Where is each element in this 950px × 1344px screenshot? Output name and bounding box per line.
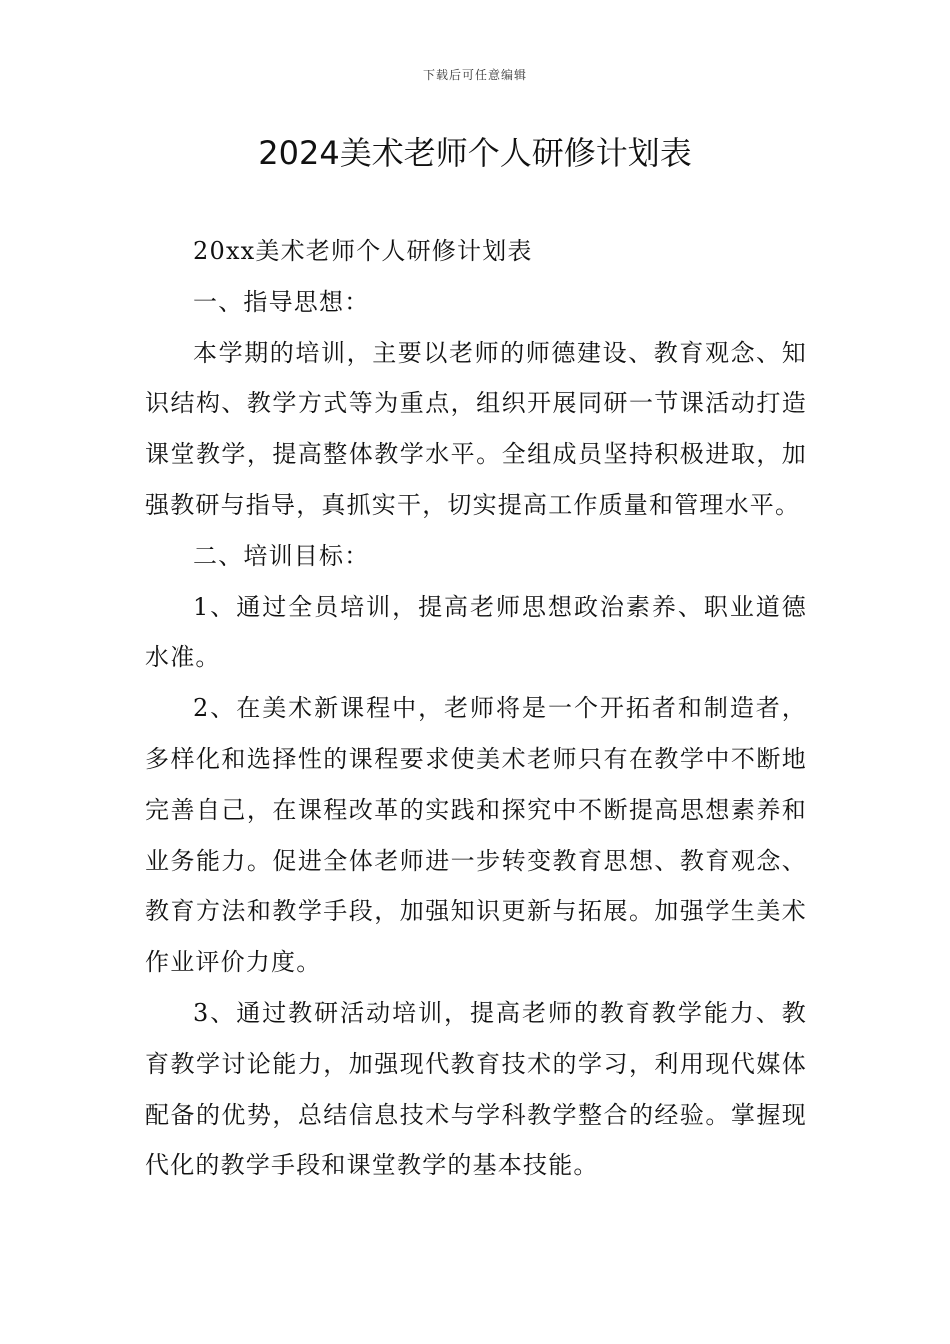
header-note: 下载后可任意编辑 [422, 68, 527, 82]
paragraph-goal-2: 2、在美术新课程中，老师将是一个开拓者和制造者，多样化和选择性的课程要求使美术老师只有在教学中不断地完善自己，在课程改革的实践和探究中不断提高思想素养和业务能力。促进全体老师进一步转变教育思想、教育观念、教育方法和教学手段，加强知识更新与拓展。加强学生美术作业评价力度。 [145, 694, 807, 977]
document-body [145, 226, 807, 1191]
document-title: 2024美术老师个人研修计划表 [258, 134, 692, 172]
paragraph-goal-1: 1、通过全员培训，提高老师思想政治素养、职业道德水准。 [145, 592, 807, 672]
paragraph-guiding-thought: 本学期的培训，主要以老师的师德建设、教育观念、知识结构、教学方式等为重点，组织开展同研一节课活动打造课堂教学，提高整体教学水平。全组成员坚持积极进取，加强教研与指导，真抓实干，切实提高工作质量和管理水平。 [145, 338, 807, 519]
section-heading-training-goals: 二、培训目标： [193, 541, 370, 570]
section-heading-guiding-thought: 一、指导思想： [193, 287, 370, 316]
paragraph-goal-3: 3、通过教研活动培训，提高老师的教育教学能力、教育教学讨论能力，加强现代教育技术的学习，利用现代媒体配备的优势，总结信息技术与学科教学整合的经验。掌握现代化的教学手段和课堂教学的基本技能。 [145, 998, 807, 1180]
paragraph-subtitle: 20xx美术老师个人研修计划表 [193, 237, 533, 265]
